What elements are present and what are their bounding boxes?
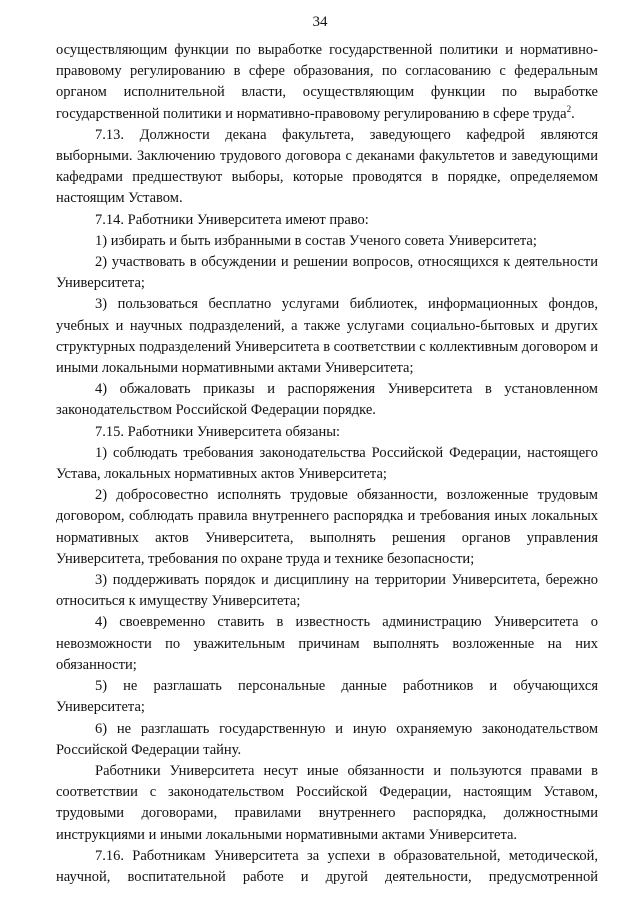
list-item: 2) участвовать в обсуждении и решении вопросов, относящихся к деятельности Университета; bbox=[56, 254, 598, 292]
list-item: 1) избирать и быть избранными в состав Ученого совета Университета; bbox=[95, 232, 537, 249]
list-item: 4) своевременно ставить в известность администрацию Университета о невозможности по уважительным причинам выполнять возложенные на них обязанности; bbox=[56, 614, 598, 673]
paragraph-7-13: 7.13. Должности декана факультета, заведующего кафедрой являются выборными. Заключению трудового договора с деканами факультетов и заведующими кафедрами предшествуют выборы, которые проводятся в порядке, определяемом настоящим Уставом. bbox=[56, 126, 598, 207]
list-item: 6) не разглашать государственную и иную охраняемую законодательством Российской Федерации тайну. bbox=[56, 720, 598, 758]
page-number: 34 bbox=[312, 14, 328, 30]
paragraph-7-15-heading: 7.15. Работники Университета обязаны: bbox=[95, 423, 340, 440]
list-item: 3) поддерживать порядок и дисциплину на территории Университета, бережно относиться к имуществу Университета; bbox=[56, 572, 598, 610]
list-item: 3) пользоваться бесплатно услугами библиотек, информационных фондов, учебных и научных подразделений, а также услугами социально-бытовых и других структурных подразделений Университета в соответствии с коллективным договором и иными локальными нормативными актами Университета; bbox=[56, 296, 598, 377]
paragraph-tail: . bbox=[571, 105, 575, 122]
paragraph-7-14-heading: 7.14. Работники Университета имеют право: bbox=[95, 211, 369, 228]
paragraph-continuation bbox=[56, 40, 598, 125]
list-item: 5) не разглашать персональные данные работников и обучающихся Университета; bbox=[56, 678, 598, 716]
list-item: 1) соблюдать требования законодательства Российской Федерации, настоящего Устава, локальных нормативных актов Университета; bbox=[56, 444, 598, 483]
list-item: 2) добросовестно исполнять трудовые обязанности, возложенные трудовым договором, соблюдать правила внутреннего распорядка и требования иных локальных нормативных актов Университета, выполнять решения органов управления Университета, требования по охране труда и технике безопасности; bbox=[56, 487, 598, 567]
body-text bbox=[56, 40, 598, 888]
footnote-marker: 2 bbox=[566, 103, 572, 114]
paragraph-7-16: 7.16. Работникам Университета за успехи в образовательной, методической, научной, воспитательной работе и другой деятельности, предусмотренной bbox=[56, 847, 598, 885]
list-item: 4) обжаловать приказы и распоряжения Университета в установленном законодательством Российской Федерации порядке. bbox=[56, 381, 598, 419]
paragraph-duties-summary: Работники Университета несут иные обязанности и пользуются правами в соответствии с законодательством Российской Федерации, настоящим Уставом, трудовыми договорами, правилами внутреннего распорядка, должностными инструкциями и иными локальными нормативными актами Университета. bbox=[56, 762, 598, 843]
paragraph-text: осуществляющим функции по выработке государственной политики и нормативно-правовому регулированию в сфере образования, по согласованию с федеральным органом исполнительной власти, осуществляющим функции по выработке государственной политики и нормативно-правовому регулированию в сфере труда bbox=[56, 42, 598, 122]
